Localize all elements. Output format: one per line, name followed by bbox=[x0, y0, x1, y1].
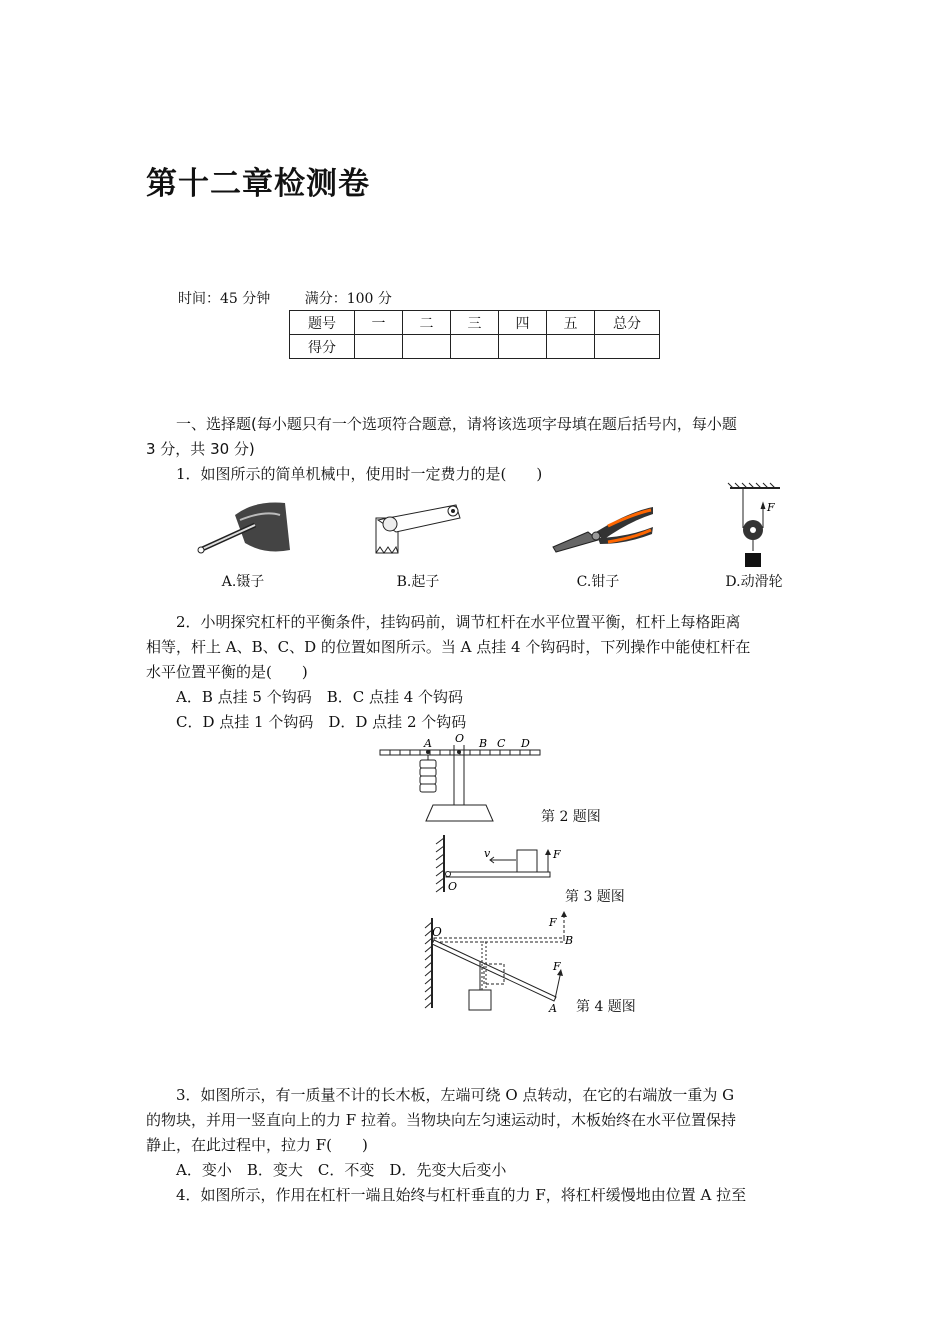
tweezers-image bbox=[195, 495, 295, 557]
figure-2-caption: 第 2 题图 bbox=[541, 809, 601, 825]
lever4-label-f1: F bbox=[549, 916, 557, 929]
figure-4-caption: 第 4 题图 bbox=[576, 999, 636, 1015]
question-2-options-2: C．D 点挂 1 个钩码 D．D 点挂 2 个钩码 bbox=[176, 713, 467, 731]
lever4-label-a: A bbox=[549, 1002, 557, 1015]
lever-label-d: D bbox=[521, 737, 530, 750]
score-cell[interactable] bbox=[451, 335, 499, 359]
score-header-cell: 三 bbox=[451, 311, 499, 335]
page-title: 第十二章检测卷 bbox=[146, 166, 370, 202]
pliers-image bbox=[548, 502, 658, 554]
board-label-o: O bbox=[448, 880, 458, 893]
option-c-caption: C.钳子 bbox=[576, 574, 620, 590]
section-1-heading: 一、选择题(每小题只有一个选项符合题意，请将该选项字母填在题后括号内，每小题 3 分，共 30 分) bbox=[146, 415, 737, 458]
question-3-options: A．变小 B．变大 C．不变 D．先变大后变小 bbox=[176, 1161, 507, 1179]
option-d-caption: D.动滑轮 bbox=[725, 574, 783, 590]
figure-3-caption: 第 3 题图 bbox=[565, 889, 625, 905]
question-4-text: 4．如图所示，作用在杠杆一端且始终与杠杆垂直的力 F，将杠杆缓慢地由位置 A 拉至 bbox=[176, 1186, 747, 1204]
exam-time: 时间：45 分钟 bbox=[178, 291, 271, 307]
lever-label-o: O bbox=[455, 732, 465, 745]
score-cell[interactable] bbox=[403, 335, 451, 359]
score-row-label: 得分 bbox=[290, 335, 355, 359]
question-2: 2．小明探究杠杆的平衡条件，挂钩码前，调节杠杆在水平位置平衡，杠杆上每格距离 相等，杆上 A、B、C、D 的位置如图所示。当 A 点挂 4 个钩码时，下列操作中能使杠杆在 水平位置平衡的是( ) A．B 点挂 5 个钩码 B．C 点挂 4 个钩码 C．D 点挂 1 个钩码 D．D 点挂 2 个钩码 bbox=[146, 610, 806, 735]
pulley-force-label: F bbox=[767, 501, 775, 514]
lever-label-a: A bbox=[424, 737, 432, 750]
score-table bbox=[289, 310, 660, 359]
lever-label-c: C bbox=[497, 737, 506, 750]
lever4-label-f2: F bbox=[553, 960, 561, 973]
score-header-cell: 题号 bbox=[290, 311, 355, 335]
score-table-header-row bbox=[290, 311, 660, 335]
score-header-cell: 二 bbox=[403, 311, 451, 335]
score-cell[interactable] bbox=[499, 335, 547, 359]
board-figure bbox=[432, 830, 572, 892]
score-cell[interactable] bbox=[355, 335, 403, 359]
lever4-label-b: B bbox=[565, 934, 574, 947]
question-2-options-1: A．B 点挂 5 个钩码 B．C 点挂 4 个钩码 bbox=[176, 688, 464, 706]
lever-label-b: B bbox=[479, 737, 488, 750]
score-header-cell: 四 bbox=[499, 311, 547, 335]
score-cell[interactable] bbox=[547, 335, 595, 359]
score-header-cell: 总分 bbox=[595, 311, 660, 335]
option-a-caption: A.镊子 bbox=[221, 574, 265, 590]
movable-pulley-image bbox=[725, 483, 785, 573]
question-3: 3．如图所示，有一质量不计的长木板，左端可绕 O 点转动，在它的右端放一重为 G 的物块，并用一竖直向上的力 F 拉着。当物块向左匀速运动时，木板始终在水平位置保持 静止，在此过程中，拉力 F( ) A．变小 B．变大 C．不变 D．先变大后变小 4．如图所示，作用在杠杆一端且始终与杠杆垂直的力 F，将杠杆缓慢地由位置 A 拉至 bbox=[146, 1083, 806, 1208]
score-cell[interactable] bbox=[595, 335, 660, 359]
score-header-cell: 五 bbox=[547, 311, 595, 335]
exam-full-score: 满分：100 分 bbox=[304, 291, 392, 307]
question-1-text: 1．如图所示的简单机械中，使用时一定费力的是( ) bbox=[176, 465, 543, 483]
score-table-score-row bbox=[290, 335, 660, 359]
question-1 bbox=[146, 462, 806, 487]
exam-meta bbox=[178, 288, 422, 308]
bottle-opener-image bbox=[368, 500, 468, 555]
lever-figure bbox=[378, 733, 548, 828]
lever4-label-o: O bbox=[432, 925, 442, 939]
board-label-v: v bbox=[484, 847, 491, 860]
score-header-cell: 一 bbox=[355, 311, 403, 335]
rotating-lever-figure bbox=[424, 908, 574, 1013]
option-b-caption: B.起子 bbox=[396, 574, 440, 590]
board-label-f: F bbox=[553, 848, 561, 861]
